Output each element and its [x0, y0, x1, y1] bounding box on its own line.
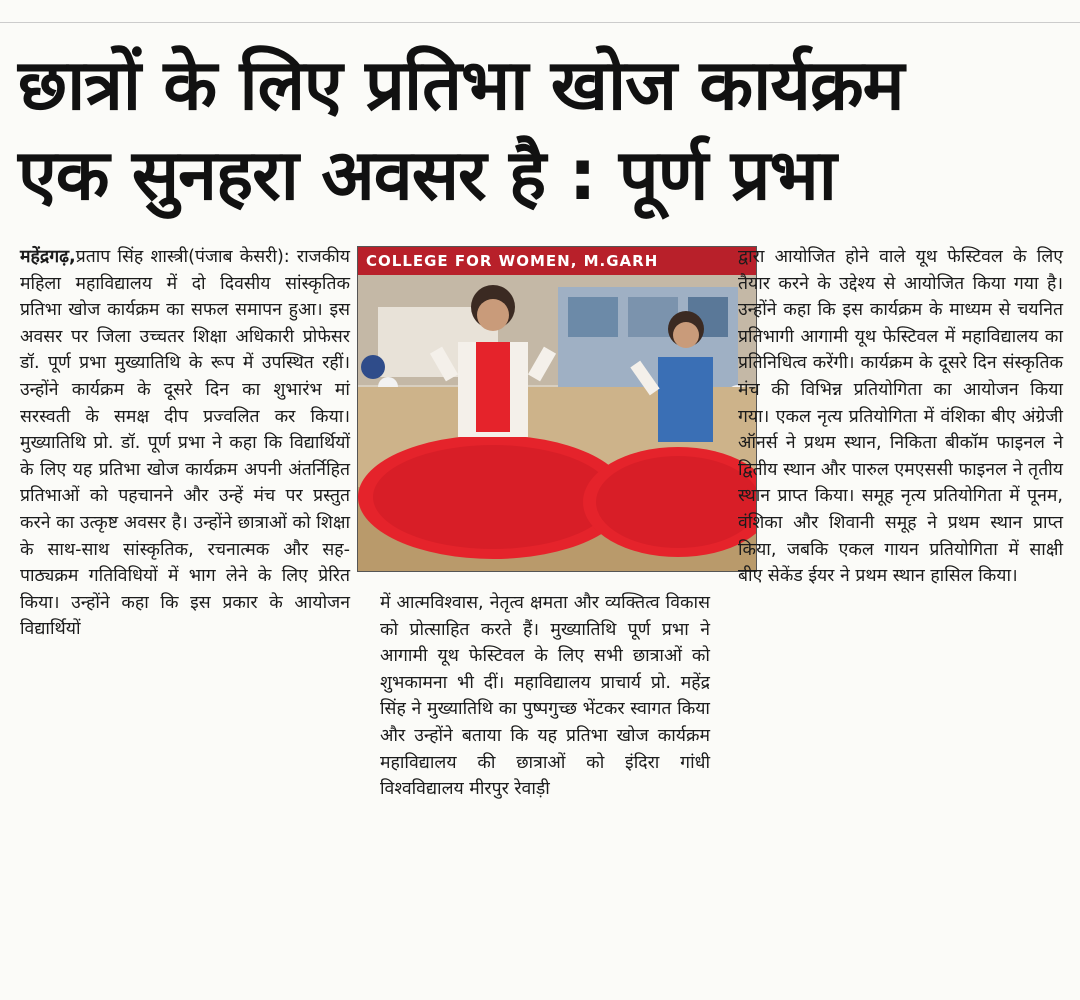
article-column-2: [380, 590, 710, 970]
column-3-text: द्वारा आयोजित होने वाले यूथ फेस्टिवल के लिए तैयार करने के उद्देश्य से आयोजित किया गया है। उन्होंने कहा कि इस कार्यक्रम के माध्यम से चयनित प्रतिभागी आगामी यूथ फेस्टिवल में महाविद्यालय का प्रतिनिधित्व करेंगी। कार्यक्रम के दूसरे दिन संस्कृतिक मंच की विभिन्न प्रतियोगिता का आयोजन किया गया। एकल नृत्य प्रतियोगिता में वंशिका बीए अंग्रेजी ऑनर्स ने प्रथम स्थान, निकिता बीकॉम फाइनल ने द्वितीय स्थान और पारुल एमएससी फाइनल ने तृतीय स्थान प्राप्त किया। समूह नृत्य प्रतियोगिता में पूनम, वंशिका और शिवानी समूह ने प्रथम स्थान प्राप्त किया, जबकि एकल गायन प्रतियोगिता में साक्षी बीए सेकेंड ईयर ने प्रथम स्थान हासिल किया।: [738, 247, 1063, 587]
article-column-3: [738, 244, 1063, 974]
photo-illustration: [358, 247, 756, 571]
headline: [18, 40, 1062, 220]
news-photo-dancers: [357, 246, 757, 572]
column-2-text: में आत्मविश्वास, नेतृत्व क्षमता और व्यक्तित्व विकास को प्रोत्साहित करते हैं। मुख्यातिथि पूर्ण प्रभा ने आगामी यूथ फेस्टिवल के लिए सभी छात्राओं को शुभकामना भी दीं। महाविद्यालय प्राचार्य प्रो. महेंद्र सिंह ने मुख्यातिथि का पुष्पगुच्छ भेंटकर स्वागत किया और उन्होंने बताया कि यह प्रतिभा खोज कार्यक्रम महाविद्यालय की छात्राओं को इंदिरा गांधी विश्वविद्यालय मीरपुर रेवाड़ी: [380, 593, 710, 800]
headline-line-2: एक सुनहरा अवसर है : पूर्ण प्रभा: [18, 134, 836, 216]
dateline: महेंद्रगढ़,: [20, 247, 76, 267]
page-top-strip: [0, 0, 1080, 23]
photo-banner: COLLEGE FOR WOMEN, M.GARH: [358, 247, 756, 275]
headline-line-1: छात्रों के लिए प्रतिभा खोज कार्यक्रम: [18, 44, 904, 126]
column-1-text: प्रताप सिंह शास्त्री(पंजाब केसरी): राजकीय महिला महाविद्यालय में दो दिवसीय सांस्कृतिक प्रतिभा खोज कार्यक्रम का सफल समापन हुआ। इस अवसर पर जिला उच्चतर शिक्षा अधिकारी प्रोफेसर डॉ. पूर्ण प्रभा मुख्यातिथि के रूप में उपस्थित रहीं। उन्होंने कार्यक्रम के दूसरे दिन का शुभारंभ मां सरस्वती के समक्ष दीप प्रज्वलित कर किया। मुख्यातिथि प्रो. डॉ. पूर्ण प्रभा ने कहा कि विद्यार्थियों के लिए यह प्रतिभा खोज कार्यक्रम अपनी अंतर्निहित प्रतिभाओं को पहचानने और उन्हें मंच पर प्रस्तुत करने का उत्कृष्ट अवसर है। उन्होंने छात्राओं को शिक्षा के साथ-साथ सांस्कृतिक, रचनात्मक और सह-पाठ्यक्रम गतिविधियों में भाग लेने के लिए प्रेरित किया। उन्होंने कहा कि इस प्रकार के आयोजन विद्यार्थियों: [20, 247, 350, 640]
article-column-1: [20, 244, 350, 974]
